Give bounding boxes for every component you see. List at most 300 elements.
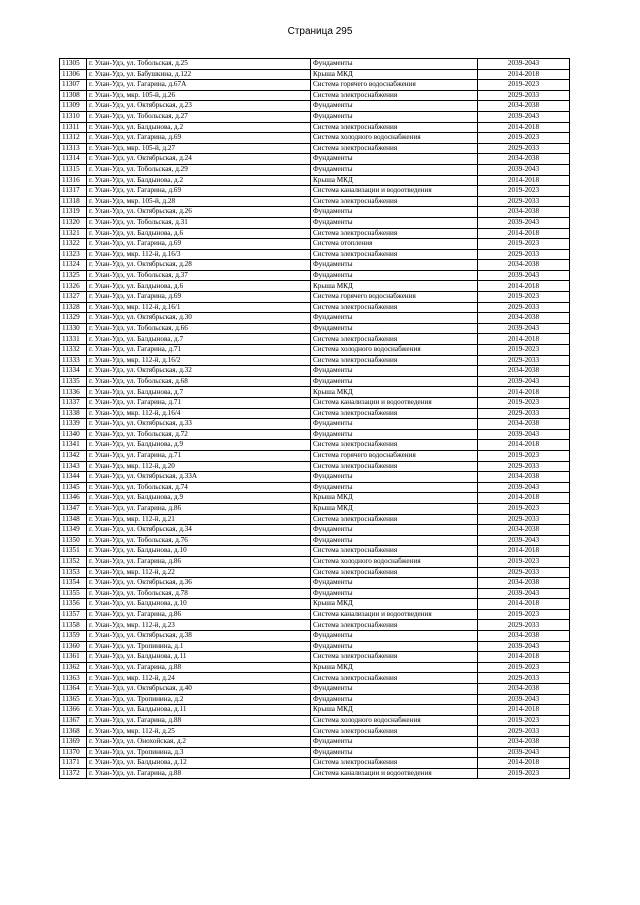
period-cell: 2034-2038 bbox=[478, 525, 570, 536]
address-cell: г. Улан-Удэ, ул. Октябрьская, д.33 bbox=[87, 419, 311, 430]
row-number: 11348 bbox=[60, 514, 87, 525]
period-cell: 2039-2043 bbox=[478, 694, 570, 705]
table-row bbox=[60, 620, 570, 631]
period-cell: 2019-2023 bbox=[478, 239, 570, 250]
address-cell: г. Улан-Удэ, ул. Гагарина, д.86 bbox=[87, 609, 311, 620]
row-number: 11343 bbox=[60, 461, 87, 472]
period-cell: 2029-2033 bbox=[478, 620, 570, 631]
work-type-cell: Система канализации и водоотведения bbox=[311, 186, 478, 197]
table-row bbox=[60, 228, 570, 239]
row-number: 11355 bbox=[60, 588, 87, 599]
work-type-cell: Система электроснабжения bbox=[311, 726, 478, 737]
work-type-cell: Система электроснабжения bbox=[311, 228, 478, 239]
table-row bbox=[60, 207, 570, 218]
work-type-cell: Система канализации и водоотведения bbox=[311, 609, 478, 620]
table-row bbox=[60, 133, 570, 144]
row-number: 11326 bbox=[60, 281, 87, 292]
work-type-cell: Система электроснабжения bbox=[311, 143, 478, 154]
period-cell: 2019-2023 bbox=[478, 609, 570, 620]
period-cell: 2029-2033 bbox=[478, 302, 570, 313]
period-cell: 2029-2033 bbox=[478, 355, 570, 366]
row-number: 11344 bbox=[60, 472, 87, 483]
table-row bbox=[60, 249, 570, 260]
table-row bbox=[60, 302, 570, 313]
work-type-cell: Система электроснабжения bbox=[311, 249, 478, 260]
row-number: 11349 bbox=[60, 525, 87, 536]
period-cell: 2039-2043 bbox=[478, 111, 570, 122]
work-type-cell: Крыша МКД bbox=[311, 175, 478, 186]
table-row bbox=[60, 239, 570, 250]
row-number: 11308 bbox=[60, 90, 87, 101]
work-type-cell: Система электроснабжения bbox=[311, 652, 478, 663]
period-cell: 2039-2043 bbox=[478, 376, 570, 387]
period-cell: 2029-2033 bbox=[478, 196, 570, 207]
period-cell: 2039-2043 bbox=[478, 588, 570, 599]
address-cell: г. Улан-Удэ, ул. Балдынова, д.10 bbox=[87, 546, 311, 557]
row-number: 11372 bbox=[60, 768, 87, 779]
row-number: 11342 bbox=[60, 450, 87, 461]
period-cell: 2019-2023 bbox=[478, 662, 570, 673]
address-cell: г. Улан-Удэ, ул. Октябрьская, д.32 bbox=[87, 366, 311, 377]
table-row bbox=[60, 59, 570, 70]
work-type-cell: Фундаменты bbox=[311, 737, 478, 748]
work-type-cell: Система холодного водоснабжения bbox=[311, 715, 478, 726]
period-cell: 2019-2023 bbox=[478, 80, 570, 91]
table-row bbox=[60, 737, 570, 748]
row-number: 11333 bbox=[60, 355, 87, 366]
row-number: 11362 bbox=[60, 662, 87, 673]
work-type-cell: Фундаменты bbox=[311, 101, 478, 112]
address-cell: г. Улан-Удэ, ул. Онохойская, д.2 bbox=[87, 737, 311, 748]
row-number: 11325 bbox=[60, 270, 87, 281]
table-row bbox=[60, 292, 570, 303]
work-type-cell: Фундаменты bbox=[311, 588, 478, 599]
row-number: 11305 bbox=[60, 59, 87, 70]
row-number: 11323 bbox=[60, 249, 87, 260]
table-row bbox=[60, 376, 570, 387]
period-cell: 2019-2023 bbox=[478, 398, 570, 409]
row-number: 11341 bbox=[60, 440, 87, 451]
row-number: 11368 bbox=[60, 726, 87, 737]
address-cell: г. Улан-Удэ, ул. Балдынова, д.9 bbox=[87, 440, 311, 451]
work-type-cell: Фундаменты bbox=[311, 419, 478, 430]
work-type-cell: Система холодного водоснабжения bbox=[311, 345, 478, 356]
row-number: 11366 bbox=[60, 705, 87, 716]
address-cell: г. Улан-Удэ, ул. Балдынова, д.2 bbox=[87, 122, 311, 133]
table-row bbox=[60, 408, 570, 419]
address-cell: г. Улан-Удэ, ул. Балдынова, д.6 bbox=[87, 228, 311, 239]
work-type-cell: Фундаменты bbox=[311, 482, 478, 493]
table-row bbox=[60, 69, 570, 80]
work-type-cell: Крыша МКД bbox=[311, 493, 478, 504]
period-cell: 2014-2018 bbox=[478, 652, 570, 663]
period-cell: 2019-2023 bbox=[478, 715, 570, 726]
period-cell: 2019-2023 bbox=[478, 133, 570, 144]
row-number: 11312 bbox=[60, 133, 87, 144]
address-cell: г. Улан-Удэ, ул. Тобольская, д.27 bbox=[87, 111, 311, 122]
row-number: 11335 bbox=[60, 376, 87, 387]
work-type-cell: Фундаменты bbox=[311, 323, 478, 334]
work-type-cell: Система электроснабжения bbox=[311, 90, 478, 101]
period-cell: 2034-2038 bbox=[478, 154, 570, 165]
row-number: 11322 bbox=[60, 239, 87, 250]
work-type-cell: Фундаменты bbox=[311, 207, 478, 218]
address-cell: г. Улан-Удэ, ул. Гагарина, д.88 bbox=[87, 662, 311, 673]
table-row bbox=[60, 366, 570, 377]
address-cell: г. Улан-Удэ, ул. Балдынова, д.10 bbox=[87, 599, 311, 610]
table-row bbox=[60, 705, 570, 716]
address-cell: г. Улан-Удэ, мкр. 112-й, д.24 bbox=[87, 673, 311, 684]
address-cell: г. Улан-Удэ, ул. Гагарина, д.69 bbox=[87, 186, 311, 197]
work-type-cell: Система электроснабжения bbox=[311, 461, 478, 472]
work-type-cell: Система канализации и водоотведения bbox=[311, 768, 478, 779]
address-cell: г. Улан-Удэ, ул. Балдынова, д.11 bbox=[87, 652, 311, 663]
work-type-cell: Система электроснабжения bbox=[311, 620, 478, 631]
address-cell: г. Улан-Удэ, ул. Октябрьская, д.38 bbox=[87, 631, 311, 642]
work-type-cell: Крыша МКД bbox=[311, 69, 478, 80]
period-cell: 2029-2033 bbox=[478, 90, 570, 101]
address-cell: г. Улан-Удэ, ул. Гагарина, д.69 bbox=[87, 292, 311, 303]
table-row bbox=[60, 419, 570, 430]
work-type-cell: Крыша МКД bbox=[311, 662, 478, 673]
period-cell: 2029-2033 bbox=[478, 143, 570, 154]
row-number: 11352 bbox=[60, 556, 87, 567]
address-cell: г. Улан-Удэ, ул. Гагарина, д.88 bbox=[87, 715, 311, 726]
table-row bbox=[60, 334, 570, 345]
row-number: 11318 bbox=[60, 196, 87, 207]
period-cell: 2019-2023 bbox=[478, 292, 570, 303]
period-cell: 2039-2043 bbox=[478, 59, 570, 70]
row-number: 11327 bbox=[60, 292, 87, 303]
row-number: 11315 bbox=[60, 164, 87, 175]
table-row bbox=[60, 482, 570, 493]
table-row bbox=[60, 111, 570, 122]
period-cell: 2014-2018 bbox=[478, 387, 570, 398]
address-cell: г. Улан-Удэ, мкр. 112-й, д.16/1 bbox=[87, 302, 311, 313]
table-row bbox=[60, 726, 570, 737]
work-type-cell: Фундаменты bbox=[311, 366, 478, 377]
row-number: 11307 bbox=[60, 80, 87, 91]
address-cell: г. Улан-Удэ, ул. Гагарина, д.69 bbox=[87, 239, 311, 250]
table-row bbox=[60, 493, 570, 504]
address-cell: г. Улан-Удэ, ул. Тобольская, д.37 bbox=[87, 270, 311, 281]
period-cell: 2034-2038 bbox=[478, 631, 570, 642]
row-number: 11347 bbox=[60, 503, 87, 514]
row-number: 11331 bbox=[60, 334, 87, 345]
table-row bbox=[60, 461, 570, 472]
row-number: 11310 bbox=[60, 111, 87, 122]
table-row bbox=[60, 154, 570, 165]
address-cell: г. Улан-Удэ, ул. Тобольская, д.78 bbox=[87, 588, 311, 599]
period-cell: 2019-2023 bbox=[478, 450, 570, 461]
period-cell: 2029-2033 bbox=[478, 673, 570, 684]
row-number: 11356 bbox=[60, 599, 87, 610]
period-cell: 2029-2033 bbox=[478, 249, 570, 260]
row-number: 11313 bbox=[60, 143, 87, 154]
period-cell: 2014-2018 bbox=[478, 281, 570, 292]
row-number: 11358 bbox=[60, 620, 87, 631]
period-cell: 2034-2038 bbox=[478, 737, 570, 748]
address-cell: г. Улан-Удэ, ул. Тропинина, д.2 bbox=[87, 694, 311, 705]
table-row bbox=[60, 631, 570, 642]
work-type-cell: Система горячего водоснабжения bbox=[311, 80, 478, 91]
table-row bbox=[60, 260, 570, 271]
address-cell: г. Улан-Удэ, мкр. 112-й, д.21 bbox=[87, 514, 311, 525]
address-cell: г. Улан-Удэ, ул. Тобольская, д.25 bbox=[87, 59, 311, 70]
row-number: 11340 bbox=[60, 429, 87, 440]
work-type-cell: Система электроснабжения bbox=[311, 546, 478, 557]
row-number: 11354 bbox=[60, 578, 87, 589]
row-number: 11360 bbox=[60, 641, 87, 652]
address-cell: г. Улан-Удэ, ул. Октябрьская, д.34 bbox=[87, 525, 311, 536]
period-cell: 2014-2018 bbox=[478, 122, 570, 133]
work-type-cell: Крыша МКД bbox=[311, 281, 478, 292]
row-number: 11367 bbox=[60, 715, 87, 726]
work-type-cell: Система электроснабжения bbox=[311, 440, 478, 451]
address-cell: г. Улан-Удэ, ул. Октябрьская, д.23 bbox=[87, 101, 311, 112]
period-cell: 2014-2018 bbox=[478, 440, 570, 451]
table-row bbox=[60, 715, 570, 726]
period-cell: 2029-2033 bbox=[478, 514, 570, 525]
period-cell: 2019-2023 bbox=[478, 186, 570, 197]
table-row bbox=[60, 122, 570, 133]
work-type-cell: Фундаменты bbox=[311, 376, 478, 387]
address-cell: г. Улан-Удэ, ул. Балдынова, д.2 bbox=[87, 175, 311, 186]
table-row bbox=[60, 387, 570, 398]
period-cell: 2034-2038 bbox=[478, 578, 570, 589]
work-type-cell: Система электроснабжения bbox=[311, 408, 478, 419]
work-type-cell: Система электроснабжения bbox=[311, 122, 478, 133]
period-cell: 2019-2023 bbox=[478, 503, 570, 514]
address-cell: г. Улан-Удэ, мкр. 112-й, д.22 bbox=[87, 567, 311, 578]
work-type-cell: Фундаменты bbox=[311, 641, 478, 652]
row-number: 11337 bbox=[60, 398, 87, 409]
table-row bbox=[60, 768, 570, 779]
period-cell: 2039-2043 bbox=[478, 323, 570, 334]
work-type-cell: Фундаменты bbox=[311, 59, 478, 70]
table-row bbox=[60, 101, 570, 112]
period-cell: 2019-2023 bbox=[478, 556, 570, 567]
address-cell: г. Улан-Удэ, мкр. 112-й, д.16/4 bbox=[87, 408, 311, 419]
period-cell: 2039-2043 bbox=[478, 217, 570, 228]
work-type-cell: Система электроснабжения bbox=[311, 758, 478, 769]
period-cell: 2014-2018 bbox=[478, 493, 570, 504]
work-type-cell: Фундаменты bbox=[311, 631, 478, 642]
work-type-cell: Система горячего водоснабжения bbox=[311, 450, 478, 461]
table-row bbox=[60, 503, 570, 514]
table-row bbox=[60, 90, 570, 101]
work-type-cell: Фундаменты bbox=[311, 313, 478, 324]
address-cell: г. Улан-Удэ, ул. Тобольская, д.72 bbox=[87, 429, 311, 440]
address-cell: г. Улан-Удэ, мкр. 112-й, д.16/3 bbox=[87, 249, 311, 260]
period-cell: 2019-2023 bbox=[478, 345, 570, 356]
row-number: 11317 bbox=[60, 186, 87, 197]
period-cell: 2039-2043 bbox=[478, 535, 570, 546]
period-cell: 2039-2043 bbox=[478, 747, 570, 758]
period-cell: 2034-2038 bbox=[478, 684, 570, 695]
address-cell: г. Улан-Удэ, ул. Тобольская, д.74 bbox=[87, 482, 311, 493]
row-number: 11314 bbox=[60, 154, 87, 165]
address-cell: г. Улан-Удэ, мкр. 112-й, д.20 bbox=[87, 461, 311, 472]
row-number: 11365 bbox=[60, 694, 87, 705]
work-type-cell: Фундаменты bbox=[311, 111, 478, 122]
period-cell: 2014-2018 bbox=[478, 228, 570, 239]
address-cell: г. Улан-Удэ, ул. Тобольская, д.76 bbox=[87, 535, 311, 546]
period-cell: 2039-2043 bbox=[478, 429, 570, 440]
address-cell: г. Улан-Удэ, ул. Гагарина, д.86 bbox=[87, 503, 311, 514]
period-cell: 2034-2038 bbox=[478, 101, 570, 112]
period-cell: 2029-2033 bbox=[478, 408, 570, 419]
period-cell: 2039-2043 bbox=[478, 270, 570, 281]
address-cell: г. Улан-Удэ, мкр. 105-й, д.26 bbox=[87, 90, 311, 101]
row-number: 11311 bbox=[60, 122, 87, 133]
period-cell: 2014-2018 bbox=[478, 599, 570, 610]
work-type-cell: Система электроснабжения bbox=[311, 302, 478, 313]
table-row bbox=[60, 684, 570, 695]
address-cell: г. Улан-Удэ, ул. Тобольская, д.68 bbox=[87, 376, 311, 387]
work-type-cell: Система электроснабжения bbox=[311, 673, 478, 684]
row-number: 11320 bbox=[60, 217, 87, 228]
address-cell: г. Улан-Удэ, ул. Октябрьская, д.36 bbox=[87, 578, 311, 589]
work-type-cell: Крыша МКД bbox=[311, 705, 478, 716]
work-type-cell: Крыша МКД bbox=[311, 387, 478, 398]
table-row bbox=[60, 525, 570, 536]
table-row bbox=[60, 281, 570, 292]
address-cell: г. Улан-Удэ, ул. Гагарина, д.69 bbox=[87, 133, 311, 144]
row-number: 11306 bbox=[60, 69, 87, 80]
address-cell: г. Улан-Удэ, мкр. 105-й, д.27 bbox=[87, 143, 311, 154]
row-number: 11357 bbox=[60, 609, 87, 620]
address-cell: г. Улан-Удэ, ул. Октябрьская, д.24 bbox=[87, 154, 311, 165]
table-row bbox=[60, 546, 570, 557]
row-number: 11364 bbox=[60, 684, 87, 695]
address-cell: г. Улан-Удэ, ул. Тропинина, д.3 bbox=[87, 747, 311, 758]
work-type-cell: Фундаменты bbox=[311, 260, 478, 271]
work-type-cell: Крыша МКД bbox=[311, 503, 478, 514]
table-row bbox=[60, 652, 570, 663]
work-type-cell: Система электроснабжения bbox=[311, 355, 478, 366]
work-type-cell: Фундаменты bbox=[311, 535, 478, 546]
address-cell: г. Улан-Удэ, ул. Октябрьская, д.40 bbox=[87, 684, 311, 695]
address-cell: г. Улан-Удэ, ул. Гагарина, д.67А bbox=[87, 80, 311, 91]
period-cell: 2029-2033 bbox=[478, 726, 570, 737]
address-cell: г. Улан-Удэ, ул. Гагарина, д.86 bbox=[87, 556, 311, 567]
row-number: 11351 bbox=[60, 546, 87, 557]
table-row bbox=[60, 747, 570, 758]
address-cell: г. Улан-Удэ, ул. Тобольская, д.31 bbox=[87, 217, 311, 228]
row-number: 11338 bbox=[60, 408, 87, 419]
period-cell: 2034-2038 bbox=[478, 313, 570, 324]
work-type-cell: Система канализации и водоотведения bbox=[311, 398, 478, 409]
page-title: Страница 295 bbox=[287, 26, 353, 37]
registry-table-body bbox=[60, 59, 570, 779]
work-type-cell: Система электроснабжения bbox=[311, 567, 478, 578]
work-type-cell: Фундаменты bbox=[311, 525, 478, 536]
work-type-cell: Фундаменты bbox=[311, 217, 478, 228]
table-row bbox=[60, 323, 570, 334]
table-row bbox=[60, 514, 570, 525]
table-row bbox=[60, 641, 570, 652]
row-number: 11370 bbox=[60, 747, 87, 758]
address-cell: г. Улан-Удэ, ул. Октябрьская, д.30 bbox=[87, 313, 311, 324]
table-row bbox=[60, 535, 570, 546]
table-row bbox=[60, 217, 570, 228]
table-row bbox=[60, 398, 570, 409]
period-cell: 2019-2023 bbox=[478, 768, 570, 779]
work-type-cell: Система отопления bbox=[311, 239, 478, 250]
period-cell: 2034-2038 bbox=[478, 260, 570, 271]
row-number: 11316 bbox=[60, 175, 87, 186]
table-row bbox=[60, 429, 570, 440]
row-number: 11346 bbox=[60, 493, 87, 504]
row-number: 11359 bbox=[60, 631, 87, 642]
period-cell: 2039-2043 bbox=[478, 641, 570, 652]
address-cell: г. Улан-Удэ, ул. Тобольская, д.29 bbox=[87, 164, 311, 175]
address-cell: г. Улан-Удэ, мкр. 112-й, д.16/2 bbox=[87, 355, 311, 366]
table-row bbox=[60, 567, 570, 578]
table-row bbox=[60, 673, 570, 684]
row-number: 11309 bbox=[60, 101, 87, 112]
table-row bbox=[60, 313, 570, 324]
address-cell: г. Улан-Удэ, ул. Балдынова, д.7 bbox=[87, 387, 311, 398]
work-type-cell: Фундаменты bbox=[311, 747, 478, 758]
row-number: 11324 bbox=[60, 260, 87, 271]
work-type-cell: Система электроснабжения bbox=[311, 334, 478, 345]
table-row bbox=[60, 175, 570, 186]
table-row bbox=[60, 143, 570, 154]
address-cell: г. Улан-Удэ, ул. Балдынова, д.12 bbox=[87, 758, 311, 769]
work-type-cell: Крыша МКД bbox=[311, 599, 478, 610]
row-number: 11336 bbox=[60, 387, 87, 398]
table-row bbox=[60, 450, 570, 461]
work-type-cell: Система электроснабжения bbox=[311, 196, 478, 207]
work-type-cell: Фундаменты bbox=[311, 429, 478, 440]
work-type-cell: Фундаменты bbox=[311, 164, 478, 175]
period-cell: 2014-2018 bbox=[478, 69, 570, 80]
address-cell: г. Улан-Удэ, ул. Балдынова, д.9 bbox=[87, 493, 311, 504]
row-number: 11369 bbox=[60, 737, 87, 748]
row-number: 11363 bbox=[60, 673, 87, 684]
row-number: 11329 bbox=[60, 313, 87, 324]
address-cell: г. Улан-Удэ, ул. Балдынова, д.11 bbox=[87, 705, 311, 716]
address-cell: г. Улан-Удэ, ул. Октябрьская, д.33А bbox=[87, 472, 311, 483]
period-cell: 2014-2018 bbox=[478, 334, 570, 345]
period-cell: 2034-2038 bbox=[478, 419, 570, 430]
address-cell: г. Улан-Удэ, ул. Октябрьская, д.26 bbox=[87, 207, 311, 218]
work-type-cell: Система горячего водоснабжения bbox=[311, 292, 478, 303]
work-type-cell: Система холодного водоснабжения bbox=[311, 133, 478, 144]
address-cell: г. Улан-Удэ, мкр. 105-й, д.28 bbox=[87, 196, 311, 207]
table-row bbox=[60, 186, 570, 197]
work-type-cell: Фундаменты bbox=[311, 684, 478, 695]
period-cell: 2034-2038 bbox=[478, 366, 570, 377]
work-type-cell: Фундаменты bbox=[311, 270, 478, 281]
row-number: 11361 bbox=[60, 652, 87, 663]
table-row bbox=[60, 694, 570, 705]
row-number: 11345 bbox=[60, 482, 87, 493]
address-cell: г. Улан-Удэ, ул. Тобольская, д.66 bbox=[87, 323, 311, 334]
period-cell: 2014-2018 bbox=[478, 546, 570, 557]
table-row bbox=[60, 440, 570, 451]
work-type-cell: Фундаменты bbox=[311, 154, 478, 165]
work-type-cell: Система электроснабжения bbox=[311, 514, 478, 525]
address-cell: г. Улан-Удэ, ул. Тропинина, д.1 bbox=[87, 641, 311, 652]
table-row bbox=[60, 609, 570, 620]
address-cell: г. Улан-Удэ, ул. Бабушкина, д.122 bbox=[87, 69, 311, 80]
table-row bbox=[60, 758, 570, 769]
row-number: 11328 bbox=[60, 302, 87, 313]
table-row bbox=[60, 556, 570, 567]
